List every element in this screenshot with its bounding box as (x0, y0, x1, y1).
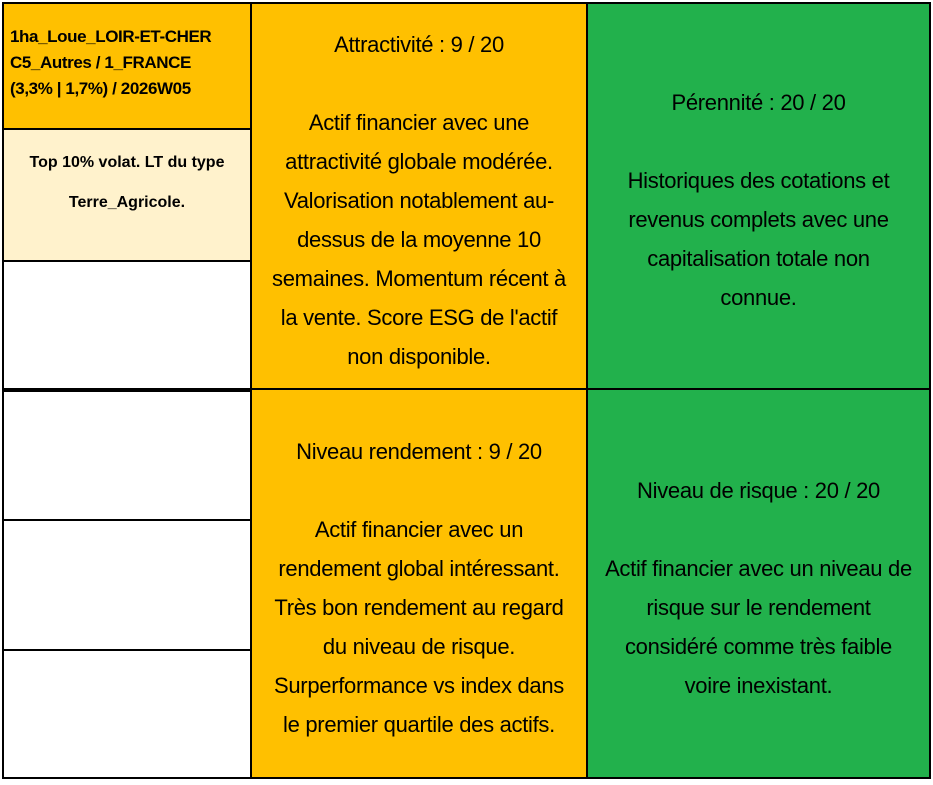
volatility-note-line-1: Top 10% volat. LT du type (29, 154, 225, 171)
perennite-cell[interactable] (586, 2, 931, 390)
rendement-line: Surperformance vs index dans (274, 673, 564, 698)
rendement-line: du niveau de risque. (322, 634, 516, 659)
empty-cell-4[interactable] (2, 649, 252, 779)
attractivite-line: Actif financier avec une (308, 110, 530, 135)
perennite-line: capitalisation totale non (647, 246, 870, 271)
empty-cell-3[interactable] (2, 519, 252, 651)
asset-id-cell[interactable] (2, 2, 252, 130)
risque-title: Niveau de risque : 20 / 20 (637, 478, 880, 503)
perennite-line: revenus complets avec une (628, 207, 889, 232)
volatility-note-line-2: Terre_Agricole. (68, 194, 186, 211)
rendement-line: le premier quartile des actifs. (283, 712, 555, 737)
asset-stats: (3,3% | 1,7%) / 2026W05 (10, 79, 191, 98)
risque-line: considéré comme très faible (624, 634, 892, 659)
attractivite-line: attractivité globale modérée. (285, 149, 553, 174)
risque-description (605, 549, 912, 705)
empty-cell-2[interactable] (2, 390, 252, 521)
rendement-line: rendement global intéressant. (278, 556, 560, 581)
attractivite-line: dessus de la moyenne 10 (297, 227, 541, 252)
rendement-line: Très bon rendement au regard (274, 595, 564, 620)
risque-line: risque sur le rendement (646, 595, 871, 620)
perennite-title: Pérennité : 20 / 20 (671, 90, 846, 115)
perennite-line: Historiques des cotations et (627, 168, 890, 193)
risque-cell[interactable] (586, 388, 931, 779)
rendement-line: Actif financier avec un (314, 517, 524, 542)
attractivite-description (272, 103, 566, 376)
attractivite-line: semaines. Momentum récent à (272, 266, 566, 291)
attractivite-line: la vente. Score ESG de l'actif (280, 305, 558, 330)
asset-category: C5_Autres / 1_FRANCE (10, 53, 191, 72)
rendement-title: Niveau rendement : 9 / 20 (296, 439, 542, 464)
volatility-note-cell[interactable] (2, 128, 252, 262)
risque-line: voire inexistant. (684, 673, 833, 698)
perennite-description (628, 161, 890, 317)
attractivite-line: Valorisation notablement au- (283, 188, 554, 213)
asset-name: 1ha_Loue_LOIR-ET-CHER (10, 27, 212, 46)
perennite-line: connue. (720, 285, 797, 310)
attractivite-cell[interactable] (250, 2, 588, 390)
risque-line: Actif financier avec un niveau de (605, 556, 912, 581)
attractivite-line: non disponible. (347, 344, 491, 369)
attractivite-title: Attractivité : 9 / 20 (334, 32, 504, 57)
empty-cell-1[interactable] (2, 260, 252, 390)
rendement-cell[interactable] (250, 388, 588, 779)
rendement-description (274, 510, 564, 744)
